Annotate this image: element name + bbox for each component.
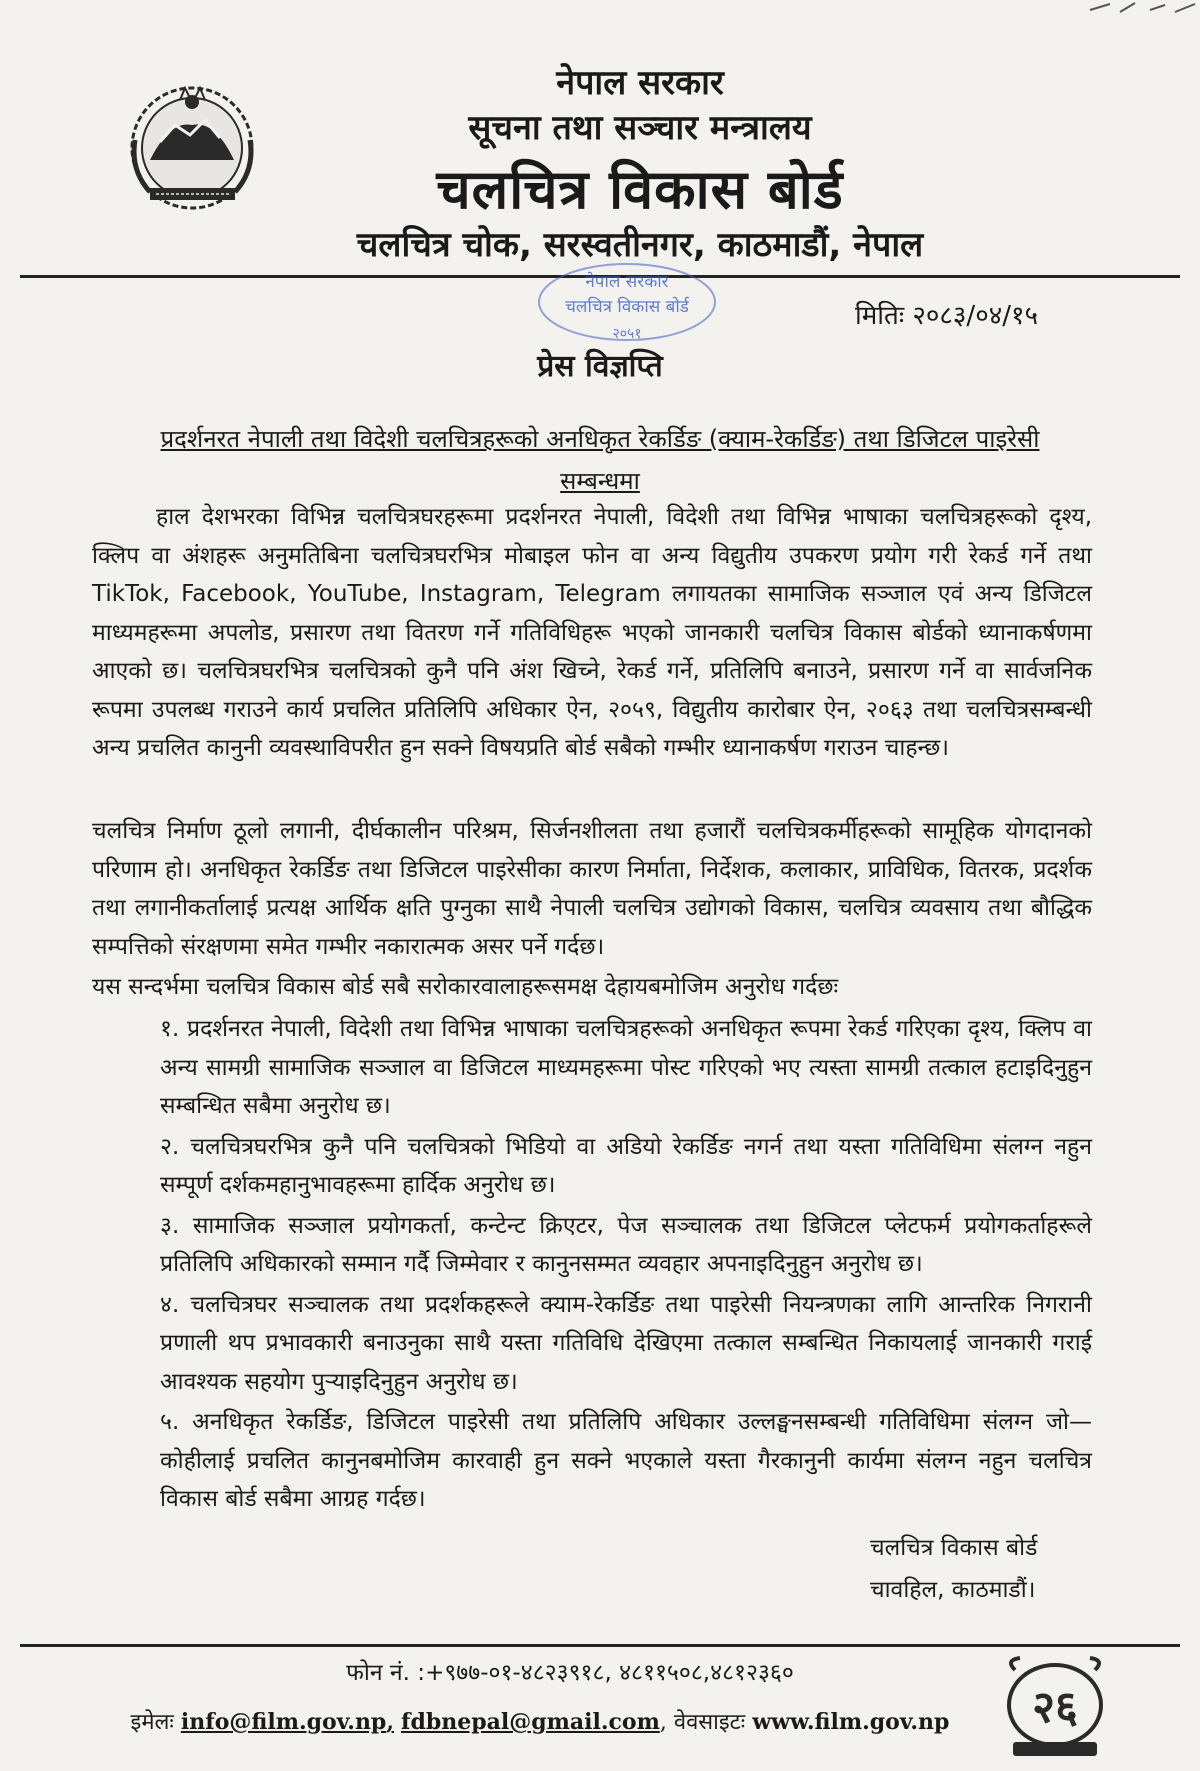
request-item-2: २. चलचित्रघरभित्र कुनै पनि चलचित्रको भिडियो वा अडियो रेकर्डिङ नगर्न तथा यस्ता गतिविधिमा संलग्न नहुन सम्पूर्ण दर्शकमहानुभावहरूमा हार्दिक अनुरोध छ। <box>160 1133 1092 1198</box>
website-link[interactable]: www.film.gov.np <box>752 1709 950 1735</box>
phone-label: फोन नं. : <box>346 1660 426 1686</box>
press-release-title: प्रेस विज्ञप्ति <box>537 349 663 384</box>
body-paragraph-2: चलचित्र निर्माण ठूलो लगानी, दीर्घकालीन परिश्रम, सिर्जनशीलता तथा हजारौं चलचित्रकर्मीहरूको सामूहिक योगदानको परिणाम हो। अनधिकृत रेकर्डिङ तथा डिजिटल पाइरेसीका कारण निर्माता, निर्देशक, कलाकार, प्राविधिक, वितरक, प्रदर्शक तथा लगानीकर्तालाई प्रत्यक्ष आर्थिक क्षति पुग्नुका साथै नेपाली चलचित्र उद्योगको विकास, चलचित्र व्यवसाय तथा बौद्धिक सम्पत्तिको संरक्षणमा समेत गम्भीर नकारात्मक असर पर्ने गर्दछ। <box>92 818 1092 960</box>
website-label: , वेवसाइटः <box>659 1710 746 1735</box>
header-board-name: चलचित्र विकास बोर्ड <box>436 158 844 221</box>
request-item-1: १. प्रदर्शनरत नेपाली, विदेशी तथा विभिन्न भाषाका चलचित्रहरूको अनधिकृत रूपमा रेकर्ड गरिएका दृश्य, क्लिप वा अन्य सामग्री सामाजिक सञ्जाल वा डिजिटल माध्यमहरूमा पोस्ट गरिएको भए त्यस्ता सामग्री तत्काल हटाइदिनुहुन सम्बन्धित सबैमा अनुरोध छ। <box>160 1016 1092 1119</box>
issue-date: मितिः २०८३/०४/१५ <box>855 301 1039 331</box>
request-item-5: ५. अनधिकृत रेकर्डिङ, डिजिटल पाइरेसी तथा प्रतिलिपि अधिकार उल्लङ्घनसम्बन्धी गतिविधिमा संलग्न जो— कोहीलाई प्रचलित कानुनबमोजिम कारवाही हुन सक्ने भएकाले यस्ता गैरकानुनी कार्यमा संलग्न नहुन चलचित्र विकास बोर्ड सबैमा आग्रह गर्दछ। <box>160 1409 1092 1512</box>
margin-scribble-icon <box>1080 0 1200 20</box>
body-paragraph-1: हाल देशभरका विभिन्न चलचित्रघरहरूमा प्रदर्शनरत नेपाली, विदेशी तथा विभिन्न भाषाका चलचित्रहरूको दृश्य, क्लिप वा अंशहरू अनुमतिबिना चलचित्रघरभित्र मोबाइल फोन वा अन्य विद्युतीय उपकरण प्रयोग गरी रेकर्ड गर्ने तथा TikTok, Facebook, YouTube, Instagram, Telegram लगायतका सामाजिक सञ्जाल एवं अन्य डिजिटल माध्यमहरूमा अपलोड, प्रसारण तथा वितरण गर्ने गतिविधिहरू भएको जानकारी चलचित्र विकास बोर्डको ध्यानाकर्षणमा आएको छ। चलचित्रघरभित्र चलचित्रको कुनै पनि अंश खिच्ने, रेकर्ड गर्ने, प्रतिलिपि बनाउने, प्रसारण गर्ने वा सार्वजनिक रूपमा उपलब्ध गराउने कार्य प्रचलित प्रतिलिपि अधिकार ऐन, २०५९, विद्युतीय कारोबार ऐन, २०६३ तथा चलचित्रसम्बन्धी अन्य प्रचलित कानुनी व्यवस्थाविपरीत हुन सक्ने विषयप्रति बोर्ड सबैको गम्भीर ध्यानाकर्षण गराउन चाहन्छ। <box>92 504 1092 761</box>
office-stamp-icon <box>535 262 720 352</box>
header-ministry: सूचना तथा सञ्चार मन्त्रालय <box>468 108 812 148</box>
signature-org: चलचित्र विकास बोर्ड <box>870 1535 1038 1561</box>
request-item-4: ४. चलचित्रघर सञ्चालक तथा प्रदर्शकहरूले क्याम-रेकर्डिङ तथा पाइरेसी नियन्त्रणका लागि आन्तरिक निगरानी प्रणाली थप प्रभावकारी बनाउनुका साथै यस्ता गतिविधि देखिएमा तत्काल सम्बन्धित निकायलाई जानकारी गराई आवश्यक सहयोग पुर्‍याइदिनुहुन अनुरोध छ। <box>160 1291 1092 1395</box>
header-address: चलचित्र चोक, सरस्वतीनगर, काठमाडौं, नेपाल <box>356 225 924 265</box>
seal-number: २६ <box>1032 1682 1078 1733</box>
signature-place: चावहिल, काठमाडौं। <box>870 1577 1036 1603</box>
subject-heading: प्रदर्शनरत नेपाली तथा विदेशी चलचित्रहरूको अनधिकृत रेकर्डिङ (क्याम-रेकर्डिङ) तथा डिजिटल पाइरेसी सम्बन्धमा <box>160 425 1040 495</box>
phone-numbers: +९७७-०१-४८२३९१८, ४८११५०८,४८१२३६० <box>425 1660 794 1686</box>
stamp-text-line3: २०५१ <box>612 326 642 342</box>
body-paragraph-3: यस सन्दर्भमा चलचित्र विकास बोर्ड सबै सरोकारवालाहरूसमक्ष देहायबमोजिम अनुरोध गर्दछः <box>92 974 839 1000</box>
footer-divider <box>20 1644 1180 1647</box>
anniversary-26-seal-icon <box>995 1650 1115 1765</box>
header-government: नेपाल सरकार <box>556 63 724 103</box>
email-link-info[interactable]: info@film.gov.np <box>180 1709 387 1735</box>
email-separator: , <box>386 1709 394 1735</box>
email-link-fdbnepal[interactable]: fdbnepal@gmail.com <box>401 1709 660 1735</box>
request-item-3: ३. सामाजिक सञ्जाल प्रयोगकर्ता, कन्टेन्ट क्रिएटर, पेज सञ्चालक तथा डिजिटल प्लेटफर्म प्रयोगकर्ताहरूले प्रतिलिपि अधिकारको सम्मान गर्दै जिम्मेवार र कानुनसम्मत व्यवहार अपनाइदिनुहुन अनुरोध छ। <box>160 1212 1092 1277</box>
stamp-text-line1: नेपाल सरकार <box>585 272 669 292</box>
request-list <box>160 1010 1092 1521</box>
stamp-text-line2: चलचित्र विकास बोर्ड <box>565 297 689 317</box>
email-label: इमेलः <box>130 1710 174 1735</box>
